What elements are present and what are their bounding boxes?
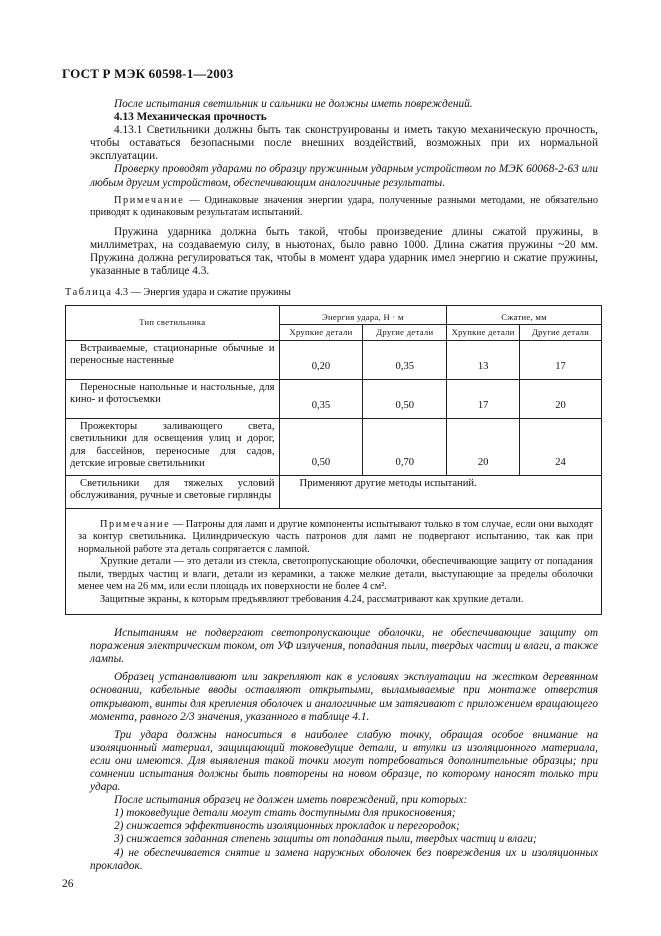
row-energy-other: 0,70 [363, 418, 447, 475]
impact-energy-table [65, 305, 602, 616]
row-compression-brittle: 20 [447, 418, 520, 475]
table-note-screens: Защитные экраны, к которым предъявляют требования 4.24, рассматривают как хрупкие детали. [100, 593, 524, 605]
row-energy-brittle: 0,50 [279, 418, 363, 475]
spring-paragraph: Пружина ударника должна быть такой, чтобы произведение длины сжатой пружины, в миллиметрах, на создаваемую силу, в ньютонах, было равно 1000. Длина сжатия пружины ~20 мм. Пружина должна регулироваться так, чтобы в момент удара ударник имел энергию и сжатие пружины, указанные в таблице 4.3. [90, 226, 598, 278]
header-compression: Сжатие, мм [447, 305, 602, 325]
table-note [66, 508, 602, 615]
table-header-row [66, 305, 602, 325]
table-row [66, 340, 602, 379]
damage-item: 3) снижается заданная степень защиты от попадания пыли, твердых частиц и влаги; [114, 833, 537, 846]
note-paragraph [90, 195, 598, 219]
row-compression-brittle: 13 [447, 340, 520, 379]
header-energy: Энергия удара, Н · м [279, 305, 447, 325]
page-number: 26 [62, 878, 74, 890]
document-body [65, 98, 598, 873]
table-note-row [66, 508, 602, 615]
row-compression-brittle: 17 [447, 379, 520, 418]
row-energy-brittle: 0,20 [279, 340, 363, 379]
mounting-paragraph: Образец устанавливают или закрепляют как в условиях эксплуатации на жестком деревянном основании, кабельные вводы оставляют открытыми, выламываемые при монтаже отверстия открывают, винты для крепления оболочек и аналогичные им затягивают с приложением вращающего момента, равного 2/3 значения, указанного в таблице 4.1. [90, 671, 598, 723]
section-paragraph: 4.13.1 Светильники должны быть так сконструированы и иметь такую механическую прочность, чтобы оставаться безопасными после внешних воздействий, возможных при их нормальной эксплуатации. [90, 124, 598, 163]
row-type: Прожекторы заливающего света, светильники для освещения улиц и дорог, для бассейнов, переносные для садов, детские игровые светильники [66, 418, 280, 475]
subheader-energy-other: Другие детали [363, 325, 447, 341]
intro-line: После испытания светильник и сальники не должны иметь повреждений. [114, 98, 473, 110]
row-energy-brittle: 0,35 [279, 379, 363, 418]
damage-item: 2) снижается эффективность изоляционных прокладок и перегородок; [114, 820, 460, 833]
damage-intro: После испытания образец не должен иметь повреждений, при которых: [114, 794, 468, 807]
section-title: 4.13 Механическая прочность [114, 111, 267, 124]
table-note-text: — Патроны для ламп и другие компоненты испытывают только в том случае, если они выходят за контур светильника. Цилиндрическую часть патронов для ламп не подвергают испытанию, так как при нормальной работе эта деталь сопрягается с лампой. [78, 518, 594, 555]
row-compression-other: 24 [520, 418, 602, 475]
document-header: ГОСТ Р МЭК 60598-1—2003 [62, 66, 234, 81]
row-type: Встраиваемые, стационарные обычные и переносные настенные [66, 340, 280, 379]
table-row [66, 475, 602, 508]
subheader-compression-other: Другие детали [520, 325, 602, 341]
exclusion-paragraph: Испытаниям не подвергают светопропускающие оболочки, не обеспечивающие защиту от поражения электрическим током, от УФ излучения, попадания пыли, твердых частиц и влаги, а также лампы. [90, 627, 598, 666]
impact-paragraph: Три удара должны наноситься в наиболее слабую точку, обращая особое внимание на изоляционный материал, защищающий токоведущие детали, и втулки из изоляционного материала, если они имеются. Для выявления такой точки могут потребоваться дополнительные образцы; при сомнении испытания должны быть повторены на новом образце, по которому наносят только три удара. [90, 728, 598, 794]
row-type: Переносные напольные и настольные, для кино- и фотосъемки [66, 379, 280, 418]
subheader-energy-brittle: Хрупкие детали [279, 325, 363, 341]
test-method-paragraph: Проверку проводят ударами по образцу пружинным ударным устройством по МЭК 60068-2-63 или любым другим устройством, обеспечивающим аналогичные результаты. [90, 163, 598, 189]
row-other-methods: Применяют другие методы испытаний. [279, 475, 601, 508]
subheader-compression-brittle: Хрупкие детали [447, 325, 520, 341]
damage-item: 1) токоведущие детали могут стать доступными для прикосновения; [114, 807, 456, 820]
row-compression-other: 17 [520, 340, 602, 379]
row-type: Светильники для тяжелых условий обслуживания, ручные и световые гирлянды [66, 475, 280, 508]
header-type: Тип светильника [66, 305, 280, 340]
table-caption [65, 286, 598, 299]
note-text: — Одинаковые значения энергии удара, полученные разными методами, не обязательно приводят к одинаковым результатам испытаний. [90, 194, 598, 218]
table-caption-label: Таблица [65, 287, 113, 299]
damage-item: 4) не обеспечивается снятие и замена наружных оболочек без повреждения их и изоляционных прокладок. [90, 846, 598, 872]
table-note-paragraph [78, 519, 593, 557]
row-compression-other: 20 [520, 379, 602, 418]
table-note-label: Примечание [100, 518, 171, 530]
table-row [66, 379, 602, 418]
table-note-brittle: Хрупкие детали — это детали из стекла, светопропускающие оболочки, обеспечивающие защиту от попадания пыли, твердых частиц и влаги, детали из керамики, а также мелкие детали, выступающие за пределы оболочки менее чем на 26 мм, или если площадь их поверхности не более 4 см². [78, 556, 593, 593]
row-energy-other: 0,50 [363, 379, 447, 418]
table-row [66, 418, 602, 475]
row-energy-other: 0,35 [363, 340, 447, 379]
note-label: Примечание [114, 194, 185, 206]
table-caption-text: 4.3 — Энергия удара и сжатие пружины [115, 287, 291, 299]
